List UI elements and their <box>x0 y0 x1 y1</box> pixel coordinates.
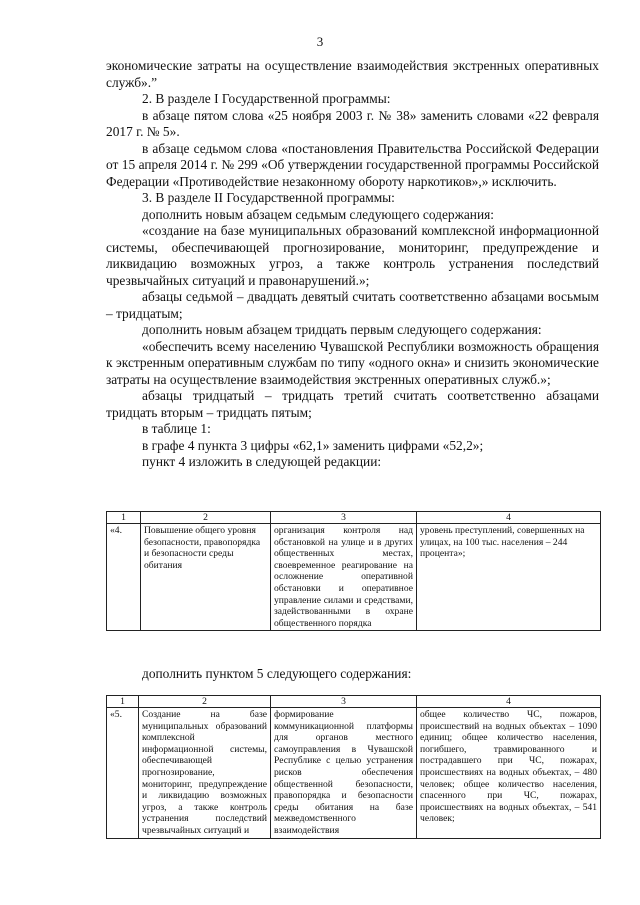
column-header: 2 <box>141 512 271 524</box>
column-header: 3 <box>271 512 417 524</box>
row-number: «4. <box>107 524 141 631</box>
task-cell: Создание на базе муниципальных образований комплексной информационной системы, обеспечивающей прогнозирование, мониторинг, предупреждение и ликвидацию возможных угроз, а также контроль устранения последствий чрезвычайных ситуаций и <box>139 708 271 839</box>
column-header: 4 <box>417 696 601 708</box>
paragraph: в абзаце седьмом слова «постановления Правительства Российской Федерации от 15 апреля 2014 г. № 299 «Об утверждении государственной программы Российской Федерации «Противодействие незаконному обороту наркотиков»,» исключить. <box>106 140 599 189</box>
paragraph: в абзаце пятом слова «25 ноября 2003 г. № 38» заменить словами «22 февраля 2017 г. № 5». <box>106 107 599 139</box>
task-cell: Повышение общего уровня безопасности, правопорядка и безопасности среды обитания <box>141 524 271 631</box>
paragraph: дополнить новым абзацем тридцать первым следующего содержания: <box>142 322 542 337</box>
column-header: 3 <box>271 696 417 708</box>
table-row <box>107 524 601 631</box>
indicator-cell: уровень преступлений, совершенных на улицах, на 100 тыс. населения – 244 процента»; <box>417 524 601 631</box>
paragraph: абзацы седьмой – двадцать девятый считать соответственно абзацами восьмым – тридцатым; <box>106 289 599 321</box>
page-number: 3 <box>316 34 324 49</box>
measures-cell: формирование коммуникационной платформы для органов местного самоуправления в Чувашской Республике с целью устранения рисков обеспечения общественной безопасности, правопорядка и безопасности среды обитания на базе межведомственного взаимодействия <box>271 708 417 839</box>
column-header: 1 <box>107 512 141 524</box>
column-header: 4 <box>417 512 601 524</box>
row-number: «5. <box>107 708 139 839</box>
paragraph: 3. В разделе II Государственной программы: <box>142 190 395 205</box>
column-header: 1 <box>107 696 139 708</box>
paragraph: экономические затраты на осуществление взаимодействия экстренных оперативных служб».” <box>106 58 599 90</box>
paragraph: абзацы тридцатый – тридцать третий считать соответственно абзацами тридцать вторым – тридцать пятым; <box>106 388 599 420</box>
table-row <box>107 708 601 839</box>
paragraph: в таблице 1: <box>142 421 211 436</box>
paragraph: в графе 4 пункта 3 цифры «62,1» заменить цифрами «52,2»; <box>142 437 484 453</box>
measures-cell: организация контроля над обстановкой на улице и в других общественных местах, своевременное реагирование на осложнение оперативной обстановки и оперативное управление силами и средствами, задействованными в охране общественного порядка <box>271 524 417 631</box>
column-header: 2 <box>139 696 271 708</box>
paragraph: «создание на базе муниципальных образований комплексной информационной системы, обеспечивающей прогнозирование, мониторинг, предупреждение и ликвидацию возможных угроз, а также контроль устранения последствий чрезвычайных ситуаций и правонарушений.»; <box>106 223 599 288</box>
document-body <box>106 58 599 471</box>
instruction-text: дополнить пунктом 5 следующего содержания: <box>142 666 412 681</box>
paragraph: пункт 4 изложить в следующей редакции: <box>142 454 382 469</box>
paragraph: дополнить новым абзацем седьмым следующего содержания: <box>142 206 494 222</box>
table-header-row <box>107 696 601 708</box>
table-item-5 <box>106 695 601 839</box>
table-item-4 <box>106 511 601 631</box>
paragraph: 2. В разделе I Государственной программы: <box>142 91 391 106</box>
table-header-row <box>107 512 601 524</box>
indicator-cell: общее количество ЧС, пожаров, происшествий на водных объектах – 1090 единиц; общее количество населения, погибшего, травмированного и пострадавшего при ЧС, пожарах, происшествиях на водных объектах, – 480 человек; общее количество населения, спасенного при ЧС, пожарах, происшествиях на водных объектах, – 541 человек; <box>417 708 601 839</box>
paragraph: «обеспечить всему населению Чувашской Республики возможность обращения к экстренным оперативным службам по типу «одного окна» и снизить экономические затраты на осуществление взаимодействия экстренных оперативных служб.»; <box>106 338 599 387</box>
